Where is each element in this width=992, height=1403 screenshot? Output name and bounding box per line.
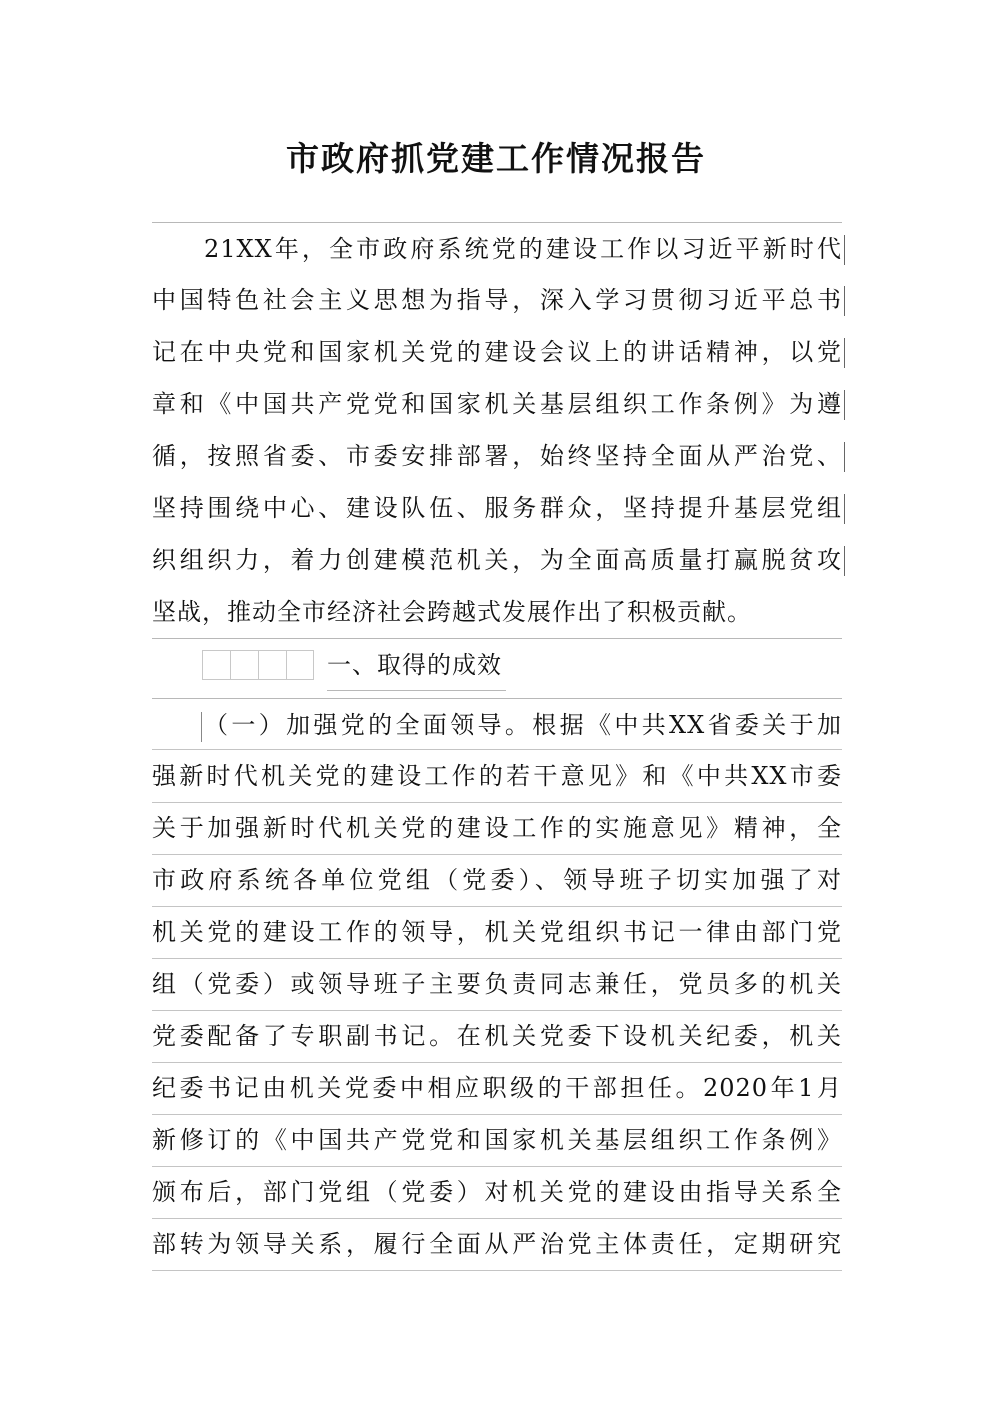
document-title: 市政府抓党建工作情况报告 (286, 139, 706, 178)
paragraph-line: 中国特色社会主义思想为指导，深入学习贯彻习近平总书 (152, 274, 842, 326)
section-heading (152, 640, 842, 690)
indent-placeholder-boxes (202, 650, 314, 680)
paragraph-line: 组（党委）或领导班子主要负责同志兼任，党员多的机关 (152, 958, 842, 1011)
paragraph-line: 记在中央党和国家机关党的建设会议上的讲话精神，以党 (152, 326, 842, 378)
paragraph-line: 颁布后，部门党组（党委）对机关党的建设由指导关系全 (152, 1166, 842, 1219)
paragraph-line: 党委配备了专职副书记。在机关党委下设机关纪委，机关 (152, 1010, 842, 1063)
paragraph-line: 部转为领导关系，履行全面从严治党主体责任，定期研究 (152, 1218, 842, 1271)
paragraph-line: 织组织力，着力创建模范机关，为全面高质量打赢脱贫攻 (152, 534, 842, 586)
paragraph-line: 坚持围绕中心、建设队伍、服务群众，坚持提升基层党组 (152, 482, 842, 534)
paragraph-line: 章和《中国共产党党和国家机关基层组织工作条例》为遵 (152, 378, 842, 430)
paragraph-line: 市政府系统各单位党组（党委）、领导班子切实加强了对 (152, 854, 842, 907)
paragraph-line: 21XX年，全市政府系统党的建设工作以习近平新时代 (152, 222, 842, 274)
paragraph-line: 关于加强新时代机关党的建设工作的实施意见》精神，全 (152, 802, 842, 855)
paragraph-line: 强新时代机关党的建设工作的若干意见》和《中共XX市委 (152, 750, 842, 803)
paragraph-line: （一）加强党的全面领导。根据《中共XX省委关于加 (152, 698, 842, 750)
paragraph-line: 纪委书记由机关党委中相应职级的干部担任。2020年1月 (152, 1062, 842, 1115)
paragraph-line: 坚战，推动全市经济社会跨越式发展作出了积极贡献。 (152, 586, 842, 639)
paragraph-line: 机关党的建设工作的领导，机关党组织书记一律由部门党 (152, 906, 842, 959)
paragraph-line: 循，按照省委、市委安排部署，始终坚持全面从严治党、 (152, 430, 842, 482)
paragraph-line: 新修订的《中国共产党党和国家机关基层组织工作条例》 (152, 1114, 842, 1167)
section-heading-text: 一、取得的成效 (327, 640, 506, 691)
